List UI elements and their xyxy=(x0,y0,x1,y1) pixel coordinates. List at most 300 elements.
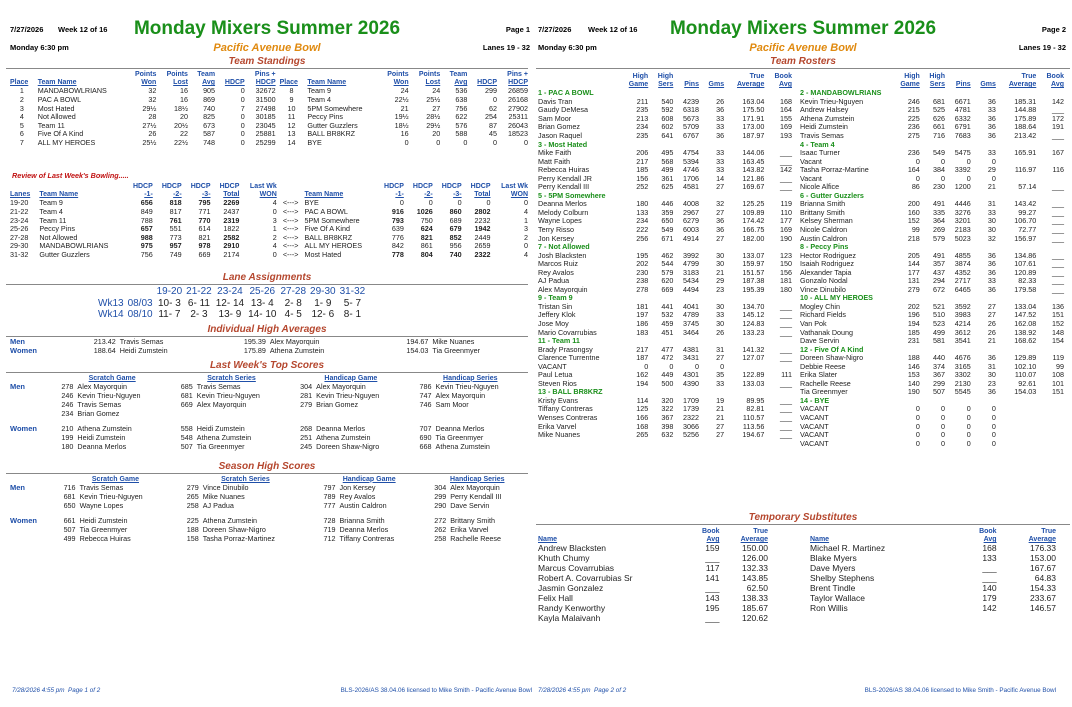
column-header: WON xyxy=(259,191,277,199)
stat-value: ___ xyxy=(1052,250,1064,260)
stat-value: 156 xyxy=(636,173,649,183)
roster-player-row xyxy=(536,431,794,440)
stat-value: 150.00 xyxy=(742,543,768,554)
bowler-name: Jon Kersey xyxy=(538,233,574,243)
column-header: -3- xyxy=(201,191,211,199)
stat-value: ___ xyxy=(705,553,720,564)
standings-value: 0 xyxy=(436,137,441,147)
bowler-name: Athena Zumstein xyxy=(269,345,325,355)
standings-value: 24 xyxy=(400,86,409,96)
score-value: 268 xyxy=(300,423,313,433)
score-value: 821 xyxy=(420,232,433,242)
column-header xyxy=(37,182,126,191)
footer-date: 7/28/2026 xyxy=(12,687,41,694)
column-header: HDCP xyxy=(477,79,498,87)
bowler-name: Matt Faith xyxy=(538,156,570,166)
bowler-name: Paul Letua xyxy=(538,370,573,380)
bowler-name: Rachelle Reese xyxy=(450,533,501,543)
bowler-name: Alex Mayorquin xyxy=(269,337,320,347)
score-value: 740 xyxy=(449,249,462,259)
standings-value: 0 xyxy=(524,137,528,147)
stat-value: 145.12 xyxy=(742,310,765,320)
standings-value: 29½ xyxy=(426,120,441,130)
stat-value: 194 xyxy=(636,378,649,388)
footer-left xyxy=(12,687,100,694)
bowler-name: Tasha Porraz-Martinez xyxy=(202,533,276,543)
stat-value: 0 xyxy=(991,404,996,414)
stat-value: 236 xyxy=(907,122,920,132)
score-value: 818 xyxy=(169,198,182,208)
column-header: Book xyxy=(979,527,997,535)
stat-value: 142 xyxy=(1052,96,1064,106)
roster-player-row xyxy=(798,440,1066,449)
score-value: 31-32 xyxy=(10,249,29,259)
stat-value: 102.10 xyxy=(1014,361,1037,371)
stat-value: 0 xyxy=(915,173,920,183)
score-value: 2802 xyxy=(474,206,491,216)
stat-value: 193 xyxy=(780,130,792,140)
standings-value: 18½ xyxy=(173,103,188,113)
stat-value: 30 xyxy=(716,250,725,260)
column-header xyxy=(8,182,37,191)
bowler-name: Kelsey Sherman xyxy=(800,216,853,226)
bowler-name: Travis Semas xyxy=(800,130,844,140)
column-header: Avg xyxy=(983,536,997,544)
standings-value: 905 xyxy=(203,86,216,96)
stat-value: 165.91 xyxy=(1014,148,1037,158)
stat-value: 6767 xyxy=(682,130,699,140)
stat-value: 217 xyxy=(636,344,649,354)
standings-value: 7 xyxy=(19,137,24,147)
stat-value: 6465 xyxy=(954,284,971,294)
bowler-name: Debbie Reese xyxy=(800,361,846,371)
stat-value: 156 xyxy=(780,267,792,277)
bowler-name: Brian Gomez xyxy=(316,399,359,409)
bowler-name: Kevin Trieu-Nguyen xyxy=(435,381,499,391)
bowler-name: Dave Servin xyxy=(450,500,490,510)
standings-value: 740 xyxy=(203,103,216,113)
stat-value: 99 xyxy=(911,224,920,234)
spacer xyxy=(8,502,54,511)
stat-value: 6791 xyxy=(954,122,971,132)
column-header: Place xyxy=(279,79,298,87)
stat-value: 142 xyxy=(982,603,997,614)
stat-value: 62.50 xyxy=(746,583,768,594)
footer-left-2 xyxy=(538,687,626,694)
stat-value: 532 xyxy=(661,310,674,320)
gender-label: Men xyxy=(10,381,25,391)
standings-value: 32 xyxy=(148,86,157,96)
page-2 xyxy=(536,0,1070,707)
score-value: 245 xyxy=(300,441,313,451)
stat-value: 3302 xyxy=(954,370,971,380)
score-value: 2232 xyxy=(474,215,491,225)
stat-value: 568 xyxy=(661,156,674,166)
stat-value: 3612 xyxy=(954,327,971,337)
score-value: 712 xyxy=(323,533,336,543)
stat-value xyxy=(998,405,1038,414)
stat-value: 36 xyxy=(987,96,996,106)
stat-value: 641 xyxy=(661,130,674,140)
season-title: Season High Scores xyxy=(6,461,528,474)
stat-value: 133 xyxy=(636,207,649,217)
score-value: 786 xyxy=(419,381,432,391)
score-value: 668 xyxy=(419,441,432,451)
standings-value: 25½ xyxy=(426,94,441,104)
standings-value: 32 xyxy=(148,94,157,104)
stat-value: 231 xyxy=(907,336,920,346)
column-header: High xyxy=(657,72,674,80)
matchup: 2- 3 xyxy=(190,309,208,320)
team-name: 5 - 5PM Somewhere xyxy=(538,190,606,200)
team-name: ALL MY HEROES xyxy=(37,137,96,147)
spacer xyxy=(8,401,52,410)
stat-value: 225 xyxy=(907,113,920,123)
bowler-name: Athena Zumstein xyxy=(202,515,258,525)
stat-value: 30 xyxy=(716,259,725,269)
column-header xyxy=(36,70,127,79)
score-value: 860 xyxy=(449,206,462,216)
column-header xyxy=(973,72,998,81)
standings-value: 0 xyxy=(240,112,245,122)
bowler-name: Brent Tindle xyxy=(810,583,856,594)
bowler-name: AJ Padua xyxy=(202,500,234,510)
standings-value: 13 xyxy=(287,129,296,139)
column-header: Team xyxy=(449,70,468,78)
stat-value: 234 xyxy=(636,122,649,132)
stat-value: 187.97 xyxy=(742,130,765,140)
team-name: 9 - Team 9 xyxy=(538,293,573,303)
column-header: HDCP xyxy=(224,79,245,87)
page-header-2 xyxy=(536,0,1070,54)
score-column-header: Handicap Series xyxy=(450,475,505,483)
stat-value: 153 xyxy=(907,370,920,380)
score-value: 0 xyxy=(272,249,277,259)
bowler-name xyxy=(195,410,291,419)
score-value: 2449 xyxy=(474,232,491,242)
footer-page: Page 1 of 2 xyxy=(68,687,101,694)
standings-value: 24 xyxy=(432,86,441,96)
stat-value: 110.07 xyxy=(1014,370,1037,380)
score-value: 795 xyxy=(198,198,211,208)
bowler-name: Gonzalo Nodal xyxy=(800,276,848,286)
stat-value: 36 xyxy=(987,250,996,260)
standings-value: 14 xyxy=(287,137,296,147)
bowler-name: Felix Hall xyxy=(538,593,573,604)
score-value: 657 xyxy=(140,224,153,234)
stat-value: 0 xyxy=(940,430,945,440)
standings-value: 31500 xyxy=(255,94,276,104)
stat-value: 3201 xyxy=(954,216,971,226)
standings-value: 26168 xyxy=(508,94,528,104)
stat-value: 99.27 xyxy=(1018,207,1037,217)
stat-value: 0 xyxy=(720,361,725,371)
score-value: 679 xyxy=(449,224,462,234)
stat-value: 138.33 xyxy=(742,593,768,604)
stat-value: 187.38 xyxy=(742,276,765,286)
score-value: 2910 xyxy=(223,241,240,251)
bowler-name: Hector Rodriguez xyxy=(800,250,856,260)
subs-head-1 xyxy=(536,527,770,536)
stat-value: 36 xyxy=(987,259,996,269)
stat-value: 21 xyxy=(987,182,996,192)
column-header: -1- xyxy=(144,191,153,199)
subs-right-table xyxy=(808,527,1058,614)
score-value: 614 xyxy=(198,224,211,234)
score-value: 27-28 xyxy=(10,232,29,242)
score-value: 23-24 xyxy=(10,215,29,225)
bowler-name: Athena Zumstein xyxy=(196,432,252,442)
stat-value: ___ xyxy=(780,404,792,414)
lane-pair: 29-30 xyxy=(310,286,336,297)
stat-value: 0 xyxy=(940,421,945,431)
standings-value: 87 xyxy=(489,120,498,130)
team-name: 5PM Somewhere xyxy=(307,103,363,113)
stat-value: 3464 xyxy=(682,327,699,337)
bowler-name: Davis Tran xyxy=(538,96,573,106)
bowler-name: Nicole Caldron xyxy=(800,224,848,234)
stat-value: 151 xyxy=(1052,310,1064,320)
stat-value: 3066 xyxy=(682,421,699,431)
stat-value: 491 xyxy=(932,250,945,260)
bowler-name: Kevin Trieu-Nguyen xyxy=(196,390,260,400)
versus-arrow: <---> xyxy=(282,241,299,251)
stat-value: 159.97 xyxy=(742,259,765,269)
standings-value: 25½ xyxy=(142,137,157,147)
score-value: 210 xyxy=(61,423,74,433)
stat-value: 0 xyxy=(694,361,699,371)
footer-time: 4:55 pm xyxy=(41,687,65,694)
standings-value: 25311 xyxy=(508,112,528,122)
standings-value: 26 xyxy=(148,129,157,139)
sub-row xyxy=(808,604,1058,614)
stat-value: 31 xyxy=(987,361,996,371)
bowler-name: Brittany Smith xyxy=(450,515,495,525)
column-header xyxy=(701,72,726,81)
standings-value: 16 xyxy=(179,94,188,104)
bowler-name: Vacant xyxy=(800,156,822,166)
column-header: Won xyxy=(393,79,409,87)
roster-player-row xyxy=(536,354,794,363)
column-header xyxy=(305,70,379,79)
stat-value: 6332 xyxy=(954,113,971,123)
bowler-name: Vince Dinubilo xyxy=(800,284,846,294)
team-name: 7 - Not Allowed xyxy=(538,242,590,252)
score-value: 1026 xyxy=(416,206,433,216)
standings-value: 825 xyxy=(203,112,216,122)
versus-arrow: <---> xyxy=(282,249,299,259)
standings-value: 18523 xyxy=(508,129,528,139)
stat-value: 4746 xyxy=(682,165,699,175)
bowler-name: Tia Greenmyer xyxy=(79,524,128,534)
bowler-name: Heidi Zumstein xyxy=(77,432,126,442)
stat-value: ___ xyxy=(1052,276,1064,286)
bowler-name: Athena Zumstein xyxy=(316,432,371,442)
stat-value: 499 xyxy=(661,165,674,175)
stat-value: 117 xyxy=(705,563,720,574)
stat-value: 4781 xyxy=(954,105,971,115)
bowler-name: Shelby Stephens xyxy=(810,573,875,584)
stat-value: ___ xyxy=(1052,207,1064,217)
standings-value: 0 xyxy=(240,137,245,147)
team-name: MANDABOWLRIANS xyxy=(39,241,109,251)
score-value: 2174 xyxy=(223,249,240,259)
score-value: 2269 xyxy=(223,198,240,208)
stat-value: 82.33 xyxy=(1018,276,1037,286)
stat-value: 188 xyxy=(907,353,920,363)
bowler-name: Tia Greenmyer xyxy=(800,387,848,397)
stat-value: 144 xyxy=(907,259,920,269)
team-name: MANDABOWLRIANS xyxy=(37,86,107,96)
stat-value: 398 xyxy=(661,421,674,431)
stat-value: 152 xyxy=(1052,318,1064,328)
score-value: 797 xyxy=(323,482,336,492)
score-value: 861 xyxy=(420,241,433,251)
stat-value: 109.89 xyxy=(742,207,765,217)
report-date: 7/27/2026 xyxy=(10,25,44,34)
standings-value: 16 xyxy=(400,129,409,139)
stat-value: 0 xyxy=(991,173,996,183)
score-value: 558 xyxy=(180,423,193,433)
stat-value: 549 xyxy=(932,148,945,158)
stat-value: 650 xyxy=(661,216,674,226)
score-value: 978 xyxy=(198,241,211,251)
bowler-name: Austin Caldron xyxy=(339,500,387,510)
stat-value: 163.04 xyxy=(742,96,765,106)
stat-value xyxy=(998,431,1038,440)
bowler-name: Jose Moy xyxy=(538,318,569,328)
subs-title: Temporary Substitutes xyxy=(536,512,1070,525)
score-value: 776 xyxy=(391,232,404,242)
bowler-name: Deanna Merlos xyxy=(435,423,485,433)
stat-value: 146 xyxy=(907,361,920,371)
stat-value: 451 xyxy=(661,327,674,337)
standings-value: 6 xyxy=(19,129,24,139)
stat-value: 86 xyxy=(911,182,920,192)
stat-value: 163.45 xyxy=(742,156,765,166)
stat-value: 6279 xyxy=(682,216,699,226)
standings-value: 756 xyxy=(455,103,468,113)
score-value: 975 xyxy=(140,241,153,251)
team-name: Gutter Guzzlers xyxy=(307,120,358,130)
team-name: 10 - ALL MY HEROES xyxy=(800,293,873,303)
standings-value: 27498 xyxy=(255,103,276,113)
stat-value: 1200 xyxy=(954,182,971,192)
standings-value: 29½ xyxy=(142,103,157,113)
stat-value: 322 xyxy=(661,404,674,414)
standings-value: 1 xyxy=(19,86,24,96)
stat-value: ___ xyxy=(705,583,720,594)
stat-value: 4799 xyxy=(682,259,699,269)
bowler-name: Brittany Smith xyxy=(800,207,845,217)
column-header: Gms xyxy=(980,81,996,89)
stat-value: 4676 xyxy=(954,353,971,363)
standings-title: Team Standings xyxy=(6,56,528,69)
bowler-name: Randy Kenworthy xyxy=(538,603,606,614)
standings-value: 22½ xyxy=(394,94,409,104)
score-row xyxy=(8,535,530,544)
stat-value: 549 xyxy=(661,224,674,234)
team-name: Team 9 xyxy=(307,86,331,96)
standings-value: 0 xyxy=(240,120,245,130)
bowler-name: Rebecca Huiras xyxy=(538,165,590,175)
stat-value: 141 xyxy=(705,573,720,584)
stat-value: 33 xyxy=(987,276,996,286)
roster-player-row xyxy=(798,388,1066,397)
stat-value: 33 xyxy=(987,105,996,115)
score-value: 988 xyxy=(140,232,153,242)
stat-value: 3745 xyxy=(682,318,699,328)
score-value: 849 xyxy=(140,206,153,216)
stat-value: 33 xyxy=(716,156,725,166)
column-header: Points xyxy=(134,70,157,78)
stat-value: 495 xyxy=(661,148,674,158)
score-value: 158 xyxy=(186,533,199,543)
stat-value: ___ xyxy=(780,182,792,192)
stat-value: 19 xyxy=(716,395,725,405)
stat-value: 0 xyxy=(915,413,920,422)
score-value: 258 xyxy=(186,500,199,510)
stat-value: 626 xyxy=(932,113,945,123)
score-value: 3 xyxy=(272,215,277,225)
standings-value: 22 xyxy=(179,129,188,139)
standings-value: 11 xyxy=(287,112,296,122)
week-label: Week 12 of 16 xyxy=(58,25,108,34)
bowler-name xyxy=(314,410,410,419)
stat-value: 27 xyxy=(716,207,725,217)
bowler-name: Andrew Blacksten xyxy=(538,543,607,554)
stat-value: 116 xyxy=(1052,165,1064,175)
standings-value: 12 xyxy=(287,120,296,130)
bowler-name: Brady Prasongsy xyxy=(538,344,593,354)
stat-value: 164 xyxy=(907,165,920,175)
stat-value: 185 xyxy=(636,165,649,175)
stat-value: 152 xyxy=(907,216,920,226)
column-header: Points xyxy=(387,70,409,78)
team-name: BALL BR8KRZ xyxy=(304,232,353,242)
stat-value: 194 xyxy=(907,318,920,328)
stat-value: 143.85 xyxy=(742,573,768,584)
average-value: 154.03 xyxy=(406,345,429,355)
versus-arrow: <---> xyxy=(282,215,299,225)
stat-value: 265 xyxy=(636,430,649,440)
stat-value: ___ xyxy=(1052,216,1064,226)
stat-value: 33 xyxy=(716,378,725,388)
stat-value: 525 xyxy=(932,105,945,115)
stat-value: 632 xyxy=(661,430,674,440)
stat-value: ___ xyxy=(780,173,792,183)
stat-value: 233.67 xyxy=(1030,593,1056,604)
bowler-name: Sam Moor xyxy=(538,113,572,123)
stat-value: 500 xyxy=(661,378,674,388)
stat-value: 510 xyxy=(932,310,945,320)
bowler-name: Nicole Alfice xyxy=(800,182,840,192)
stat-value: 3992 xyxy=(682,250,699,260)
standings-value: 19½ xyxy=(394,112,409,122)
stat-value: 30 xyxy=(716,301,725,311)
spacer xyxy=(96,286,126,298)
bowler-name: Travis Semas xyxy=(119,337,164,347)
column-header: Name xyxy=(810,536,830,544)
column-header: Average xyxy=(1008,81,1037,89)
standings-value: 32672 xyxy=(255,86,276,96)
stat-value: 182.00 xyxy=(742,233,765,243)
bowler-name: Jeffery Klok xyxy=(538,310,576,320)
stat-value: 681 xyxy=(932,96,945,106)
column-header: Last Wk xyxy=(249,182,277,190)
stat-value: 477 xyxy=(661,344,674,354)
stat-value: 0 xyxy=(644,361,649,371)
